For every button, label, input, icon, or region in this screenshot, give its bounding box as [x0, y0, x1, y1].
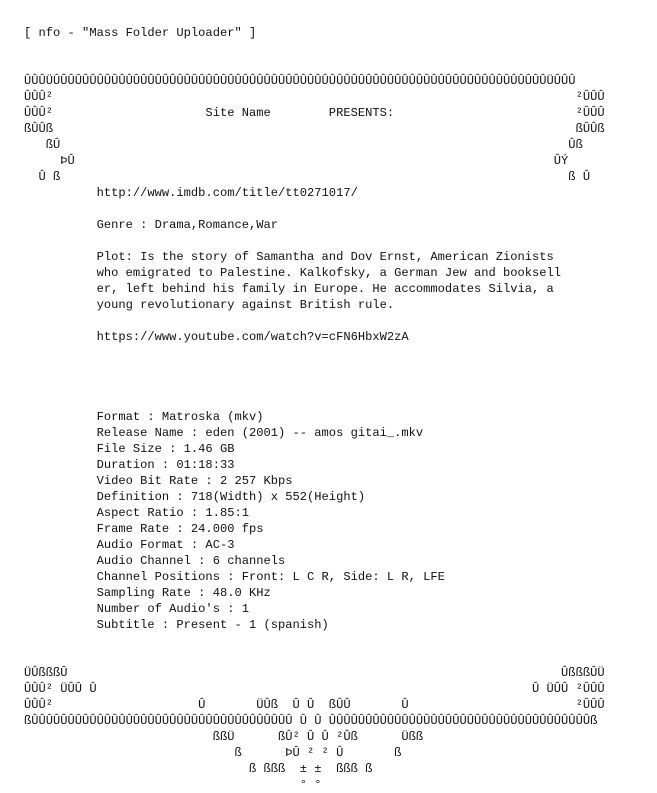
nfo-line: Subtitle : Present - 1 (spanish)	[24, 618, 329, 632]
nfo-line: ÛÛÛ² ÜÛÛ Û Û ÜÛÛ ²ÛÛÛ	[24, 682, 605, 696]
nfo-line: young revolutionary against British rule.	[24, 298, 395, 312]
nfo-line: Frame Rate : 24.000 fps	[24, 522, 264, 536]
nfo-line: Release Name : eden (2001) -- amos gitai_.mkv	[24, 426, 424, 440]
nfo-line: er, left behind his family in Europe. He accommodates Silvia, a	[24, 282, 554, 296]
nfo-line: [ nfo - "Mass Folder Uploader" ]	[24, 26, 257, 40]
nfo-line: Sampling Rate : 48.0 KHz	[24, 586, 271, 600]
nfo-line: ß ßßß ± ± ßßß ß	[24, 762, 373, 776]
nfo-line: File Size : 1.46 GB	[24, 442, 235, 456]
nfo-line: who emigrated to Palestine. Kalkofsky, a German Jew and booksell	[24, 266, 562, 280]
nfo-line: ÛÛÛ² ²ÛÛÛ	[24, 90, 605, 104]
nfo-line: Definition : 718(Width) x 552(Height)	[24, 490, 366, 504]
nfo-line: ß ÞÛ ² ² Û ß	[24, 746, 402, 760]
nfo-line: ßÛ Ûß	[24, 138, 583, 152]
nfo-line: Duration : 01:18:33	[24, 458, 235, 472]
nfo-line: ÞÛ ÛÝ	[24, 154, 569, 168]
nfo-line: ÛÛÛ² Û ÜÛß Û Û ßÛÛ Û ²ÛÛÛ	[24, 698, 605, 712]
nfo-line: Plot: Is the story of Samantha and Dov Ernst, American Zionists	[24, 250, 554, 264]
nfo-line: ÛÛÛ² Site Name PRESENTS: ²ÛÛÛ	[24, 106, 605, 120]
nfo-line: ßßÜ ßÛ² Û Û ²Ûß Üßß	[24, 730, 424, 744]
nfo-line: Number of Audio's : 1	[24, 602, 249, 616]
nfo-line: Audio Channel : 6 channels	[24, 554, 286, 568]
nfo-line: Audio Format : AC-3	[24, 538, 235, 552]
nfo-line: ° °	[24, 778, 322, 792]
nfo-line: Aspect Ratio : 1.85:1	[24, 506, 249, 520]
nfo-line: Genre : Drama,Romance,War	[24, 218, 279, 232]
nfo-line: ßÛÛß ßÛÛß	[24, 122, 605, 136]
nfo-line: ÜÛßßßÛ ÛßßßÛÜ	[24, 666, 605, 680]
nfo-line: ßÛÛÛÛÛÛÛÛÛÛÛÛÛÛÛÛÛÛÛÛÛÛÛÛÛÛÛÛÛÛÛÛÛÛÛÛ Û Û ÛÛÛÛÛÛÛÛÛÛÛÛÛÛÛÛÛÛÛÛÛÛÛÛÛÛÛÛÛÛÛÛÛÛÛÛß	[24, 714, 598, 728]
nfo-line: ÛÛÛÜÛÛÛÛÛÛÛÛÛÛÛÛÛÛÛÛÛÛÛÛÛÛÛÛÛÛÛÛÛÛÛÛÛÛÛÛÛÛÛÛÛÛÛÛÛÛÛÛÛÛÛÛÛÛÛÛÛÛÛÛÛÛÛÛÛÛÛÛÜÛÛÛ	[24, 74, 576, 88]
nfo-line[interactable]: http://www.imdb.com/title/tt0271017/	[24, 186, 358, 200]
nfo-line: Format : Matroska (mkv)	[24, 410, 264, 424]
nfo-line[interactable]: https://www.youtube.com/watch?v=cFN6HbxW2zA	[24, 330, 409, 344]
nfo-line: Û ß ß Û	[24, 170, 591, 184]
nfo-line: Channel Positions : Front: L C R, Side: L R, LFE	[24, 570, 445, 584]
nfo-line: Video Bit Rate : 2 257 Kbps	[24, 474, 293, 488]
nfo-text	[24, 25, 605, 793]
